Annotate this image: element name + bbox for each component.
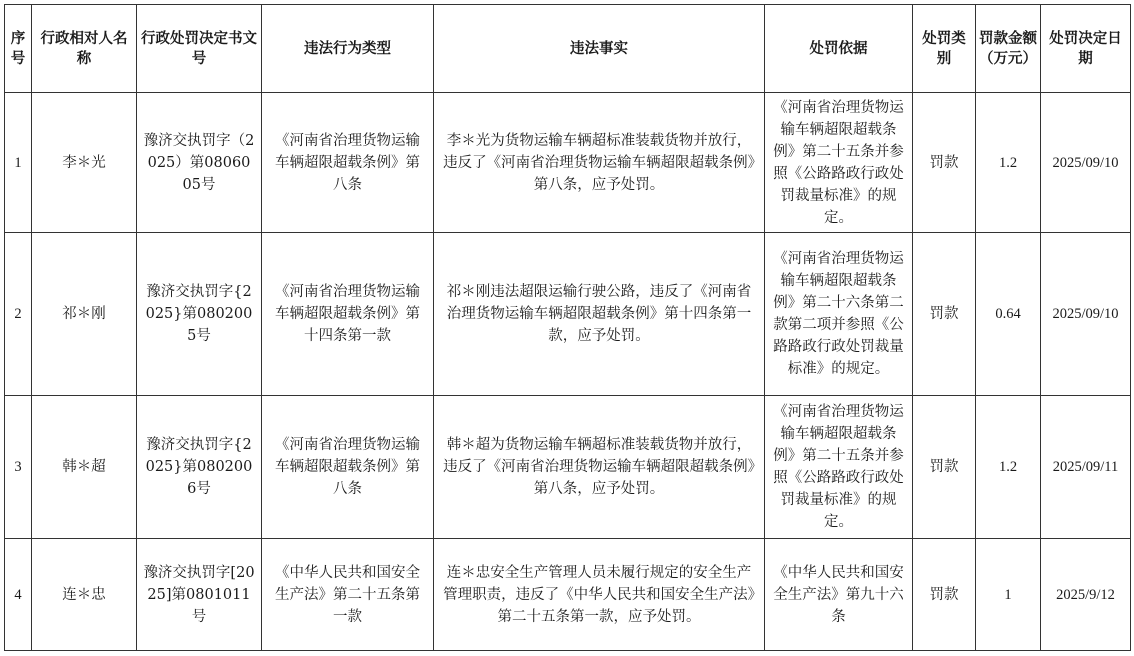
header-doc-no: 行政处罚决定书文号 <box>137 5 262 93</box>
cell-amount: 1 <box>976 539 1041 651</box>
cell-doc-no: 豫济交执罚字{2025}第0802006号 <box>137 396 262 539</box>
cell-name: 祁＊刚 <box>32 233 137 396</box>
cell-category: 罚款 <box>913 396 976 539</box>
table-row <box>5 539 1131 651</box>
header-date: 处罚决定日期 <box>1041 5 1131 93</box>
cell-seq: 1 <box>5 93 32 233</box>
cell-basis: 《河南省治理货物运输车辆超限超载条例》第二十五条并参照《公路路政行政处罚裁量标准》的规定。 <box>765 93 913 233</box>
cell-name: 李＊光 <box>32 93 137 233</box>
cell-seq: 2 <box>5 233 32 396</box>
header-violation-type: 违法行为类型 <box>262 5 434 93</box>
cell-seq: 3 <box>5 396 32 539</box>
cell-violation-type: 《中华人民共和国安全生产法》第二十五条第一款 <box>262 539 434 651</box>
cell-category: 罚款 <box>913 233 976 396</box>
cell-basis: 《河南省治理货物运输车辆超限超载条例》第二十六条第二款第二项并参照《公路路政行政处罚裁量标准》的规定。 <box>765 233 913 396</box>
cell-name: 连＊忠 <box>32 539 137 651</box>
header-fact: 违法事实 <box>434 5 765 93</box>
header-category: 处罚类别 <box>913 5 976 93</box>
cell-doc-no: 豫济交执罚字[2025]第0801011号 <box>137 539 262 651</box>
table-row <box>5 93 1131 233</box>
cell-category: 罚款 <box>913 539 976 651</box>
cell-doc-no: 豫济交执罚字{2025}第0802005号 <box>137 233 262 396</box>
cell-fact: 连＊忠安全生产管理人员未履行规定的安全生产管理职责，违反了《中华人民共和国安全生产法》第二十五条第一款，应予处罚。 <box>434 539 765 651</box>
cell-name: 韩＊超 <box>32 396 137 539</box>
table-row <box>5 396 1131 539</box>
cell-violation-type: 《河南省治理货物运输车辆超限超载条例》第八条 <box>262 93 434 233</box>
header-amount: 罚款金额（万元） <box>976 5 1041 93</box>
cell-violation-type: 《河南省治理货物运输车辆超限超载条例》第八条 <box>262 396 434 539</box>
penalty-table <box>4 4 1131 651</box>
header-seq: 序号 <box>5 5 32 93</box>
cell-fact: 祁＊刚违法超限运输行驶公路，违反了《河南省治理货物运输车辆超限超载条例》第十四条第一款，应予处罚。 <box>434 233 765 396</box>
cell-seq: 4 <box>5 539 32 651</box>
table-header-row <box>5 5 1131 93</box>
cell-doc-no: 豫济交执罚字（2025）第0806005号 <box>137 93 262 233</box>
cell-amount: 1.2 <box>976 396 1041 539</box>
cell-fact: 李＊光为货物运输车辆超标准装载货物并放行，违反了《河南省治理货物运输车辆超限超载条例》第八条，应予处罚。 <box>434 93 765 233</box>
cell-amount: 1.2 <box>976 93 1041 233</box>
header-name: 行政相对人名称 <box>32 5 137 93</box>
cell-date: 2025/9/12 <box>1041 539 1131 651</box>
header-basis: 处罚依据 <box>765 5 913 93</box>
cell-fact: 韩＊超为货物运输车辆超标准装载货物并放行，违反了《河南省治理货物运输车辆超限超载条例》第八条，应予处罚。 <box>434 396 765 539</box>
cell-date: 2025/09/11 <box>1041 396 1131 539</box>
cell-basis: 《中华人民共和国安全生产法》第九十六条 <box>765 539 913 651</box>
cell-violation-type: 《河南省治理货物运输车辆超限超载条例》第十四条第一款 <box>262 233 434 396</box>
table-row <box>5 233 1131 396</box>
cell-date: 2025/09/10 <box>1041 233 1131 396</box>
cell-basis: 《河南省治理货物运输车辆超限超载条例》第二十五条并参照《公路路政行政处罚裁量标准》的规定。 <box>765 396 913 539</box>
cell-category: 罚款 <box>913 93 976 233</box>
cell-amount: 0.64 <box>976 233 1041 396</box>
cell-date: 2025/09/10 <box>1041 93 1131 233</box>
